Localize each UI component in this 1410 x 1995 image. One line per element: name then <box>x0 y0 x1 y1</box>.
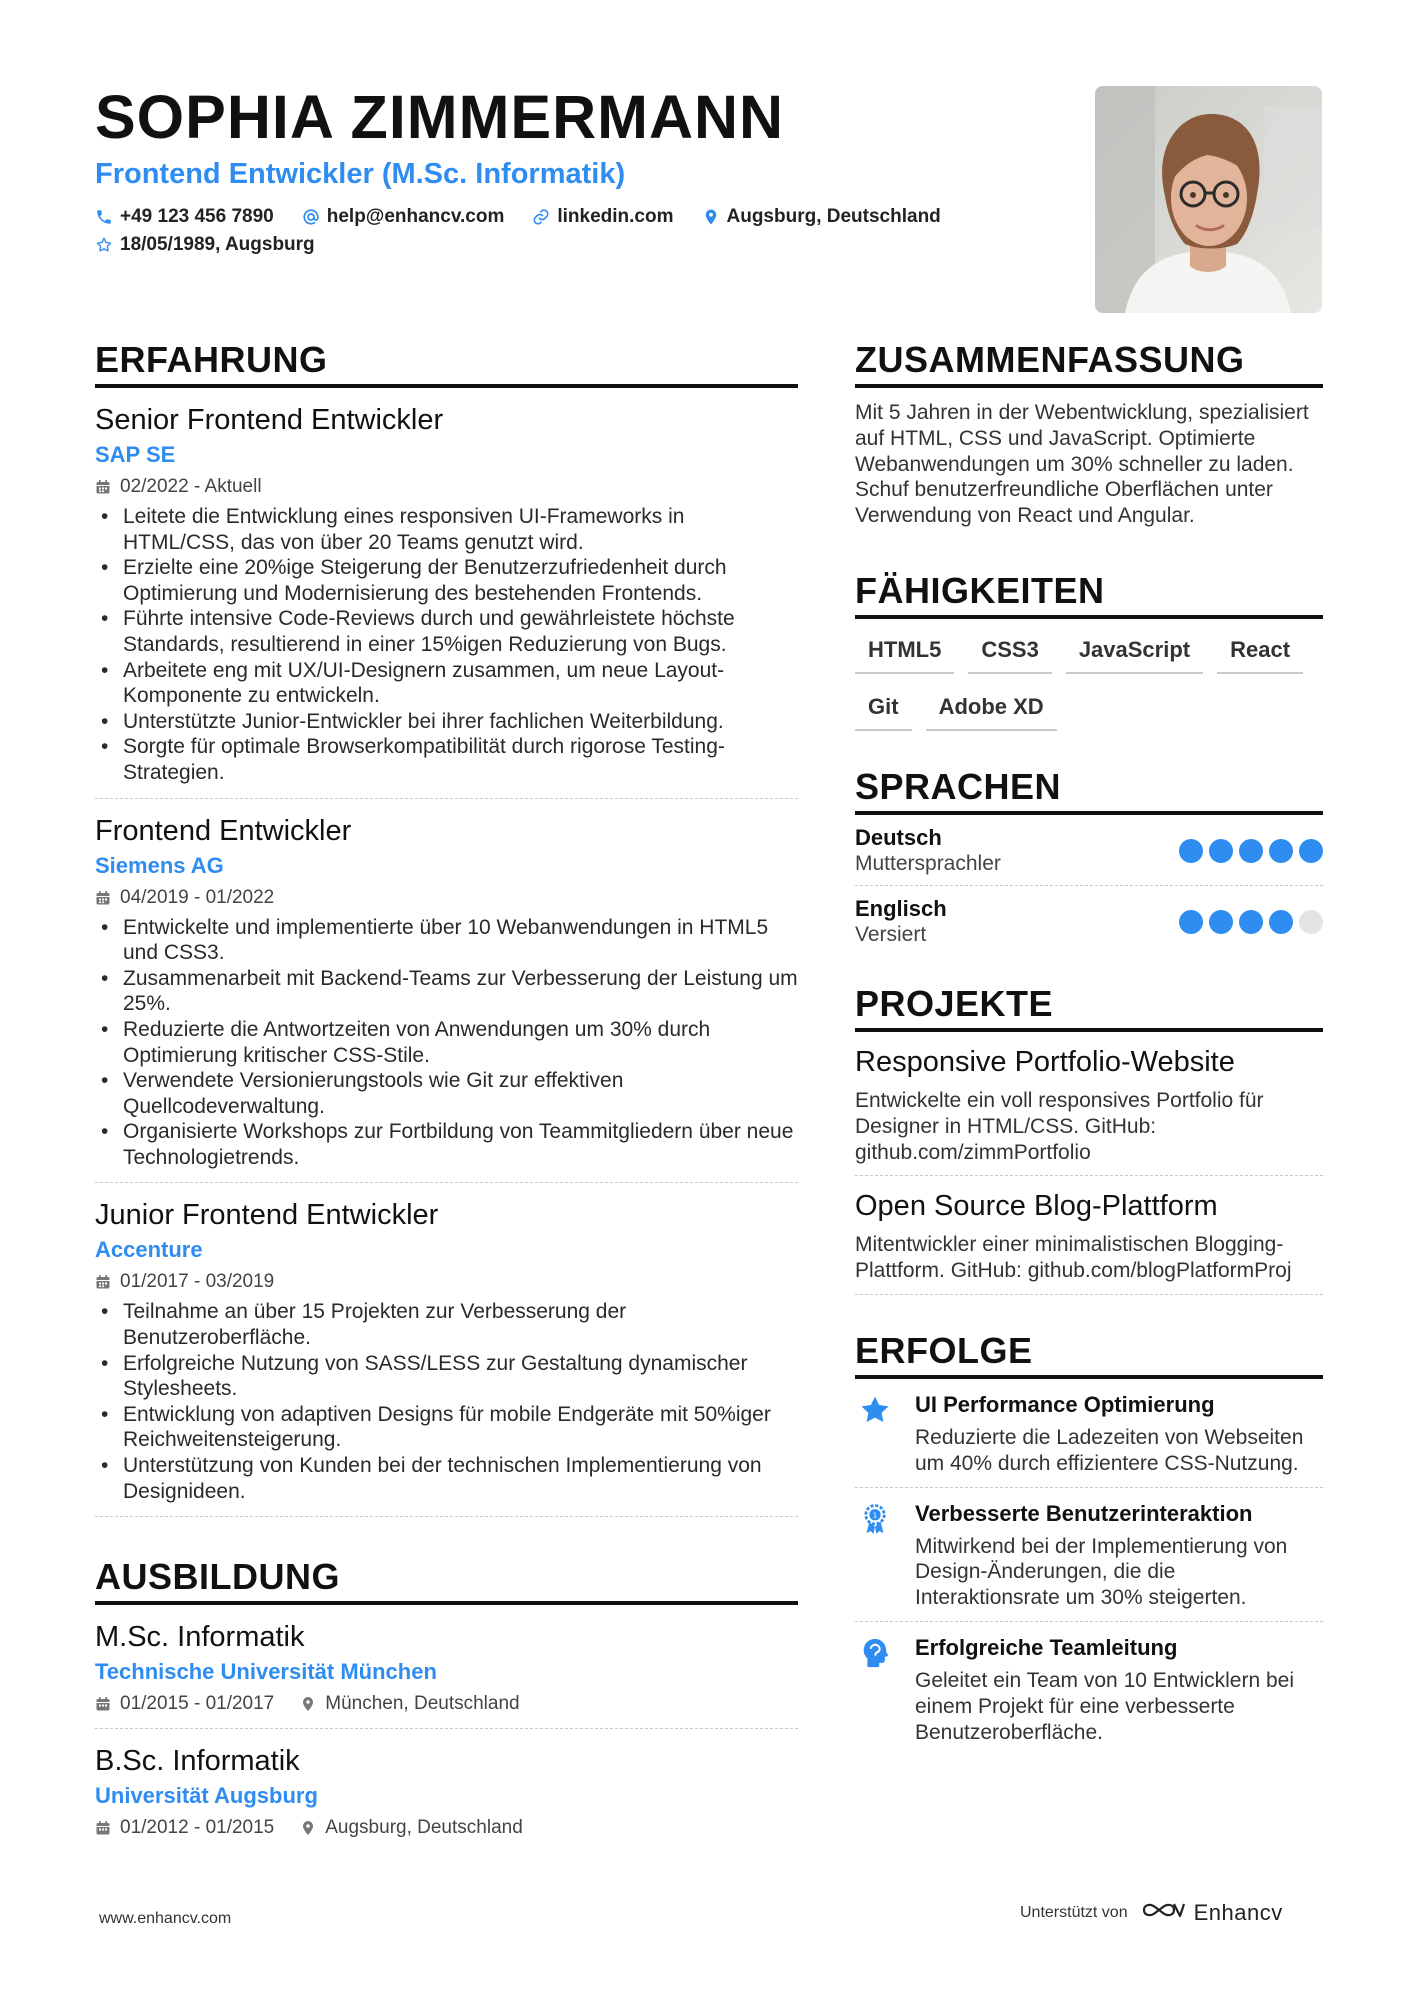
candidate-name: SOPHIA ZIMMERMANN <box>95 83 785 151</box>
experience-company[interactable]: Siemens AG <box>95 852 224 878</box>
rating-dot-filled <box>1269 910 1293 934</box>
link-icon <box>532 208 550 226</box>
achievement-description: Reduzierte die Ladezeiten von Webseiten um 40% durch effizientere CSS-Nutzung. <box>915 1425 1304 1475</box>
achievement-title: UI Performance Optimierung <box>915 1391 1215 1417</box>
education-entry <box>95 1605 798 1729</box>
rating-dot-filled <box>1269 839 1293 863</box>
location-pin-icon <box>300 1696 316 1712</box>
location-pin-icon <box>300 1820 316 1836</box>
experience-role: Junior Frontend Entwickler <box>95 1199 439 1232</box>
bullet-item: • Arbeitete eng mit UX/UI-Designern zusammen, um neue Layout-Komponente zu entwickeln. <box>95 658 798 709</box>
rating-dot-filled <box>1179 839 1203 863</box>
achievement-entry <box>855 1488 1323 1622</box>
contact-info <box>95 206 1045 256</box>
education-entry <box>95 1729 798 1852</box>
location-text: Augsburg, Deutschland <box>325 1817 523 1839</box>
language-rating <box>1179 839 1323 863</box>
experience-role: Senior Frontend Entwickler <box>95 404 444 436</box>
bullet-item: • Unterstützte Junior-Entwickler bei ihrer fachlichen Weiterbildung. <box>95 709 798 735</box>
experience-company[interactable]: Accenture <box>95 1237 203 1263</box>
language-level: Muttersprachler <box>855 851 1001 875</box>
head-brain-icon <box>855 1634 895 1745</box>
footer-brand <box>1020 1898 1283 1927</box>
summary-text: Mit 5 Jahren in der Webentwicklung, spezialisiert auf HTML, CSS und JavaScript. Optimierte Webanwendungen um 30% schneller zu laden. Schuf benutzerfreundliche Oberflächen unter Verwendung von React und Angular. <box>855 401 1309 528</box>
achievement-description: Mitwirkend bei der Implementierung von Design-Änderungen, die die Interaktionsrate um 30% steigerten. <box>915 1534 1288 1610</box>
bullet-item: • Teilnahme an über 15 Projekten zur Verbesserung der Benutzeroberfläche. <box>95 1299 798 1350</box>
profile-photo <box>1095 86 1322 313</box>
dates-text: 02/2022 - Aktuell <box>120 476 262 497</box>
project-entry <box>855 1032 1323 1176</box>
bullet-item: • Zusammenarbeit mit Backend-Teams zur Verbesserung der Leistung um 25%. <box>95 966 798 1017</box>
calendar-icon <box>95 1820 111 1836</box>
brand-name[interactable]: Enhancv <box>1193 1899 1283 1925</box>
bullet-item: • Unterstützung von Kunden bei der technischen Implementierung von Designideen. <box>95 1453 798 1504</box>
education-school[interactable]: Technische Universität München <box>95 1659 437 1685</box>
footer-website[interactable]: www.enhancv.com <box>99 1910 232 1927</box>
rating-dot-filled <box>1239 839 1263 863</box>
experience-dates <box>95 1268 798 1296</box>
star-outline-icon <box>95 236 113 254</box>
powered-by-label: Unterstützt von <box>1020 1903 1128 1921</box>
contact-phone[interactable] <box>95 206 274 228</box>
location-text: München, Deutschland <box>325 1693 520 1715</box>
calendar-icon <box>95 1696 111 1712</box>
bullet-item: • Führte intensive Code-Reviews durch und gewährleistete höchste Standards, resultierend in einer 15%igen Reduzierung von Bugs. <box>95 606 798 657</box>
languages-title: SPRACHEN <box>855 765 1323 815</box>
education-degree: B.Sc. Informatik <box>95 1745 300 1778</box>
bullet-item: • Leitete die Entwicklung eines responsiven UI-Frameworks in HTML/CSS, das von über 20 Teams genutzt wird. <box>95 504 798 555</box>
project-description: Entwickelte ein voll responsives Portfolio für Designer in HTML/CSS. GitHub: github.com/zimmPortfolio <box>855 1088 1264 1164</box>
rating-dot-filled <box>1209 910 1233 934</box>
experience-dates <box>95 473 798 501</box>
candidate-headline: Frontend Entwickler (M.Sc. Informatik) <box>95 158 626 190</box>
education-school[interactable]: Universität Augsburg <box>95 1783 318 1809</box>
achievement-title: Verbesserte Benutzerinteraktion <box>915 1500 1253 1526</box>
dates-text: 01/2012 - 01/2015 <box>120 1817 275 1839</box>
resume-header <box>95 82 1045 256</box>
bullet-item: • Organisierte Workshops zur Fortbildung von Teammitgliedern über neue Technologietrends. <box>95 1119 798 1170</box>
skills-title: FÄHIGKEITEN <box>855 569 1323 619</box>
language-level: Versiert <box>855 922 927 946</box>
contact-linkedin[interactable] <box>532 206 673 228</box>
language-name: Englisch <box>855 895 947 921</box>
education-title: AUSBILDUNG <box>95 1555 798 1605</box>
location-pin-icon <box>702 208 720 226</box>
linkedin-text: linkedin.com <box>557 206 674 227</box>
experience-entry <box>95 1183 798 1517</box>
experience-title: ERFAHRUNG <box>95 338 798 388</box>
skill-tag: JavaScript <box>1066 631 1203 674</box>
language-name: Deutsch <box>855 824 942 850</box>
bullet-item: • Verwendete Versionierungstools wie Git zur effektiven Quellcodeverwaltung. <box>95 1068 798 1119</box>
achievements-title: ERFOLGE <box>855 1329 1323 1379</box>
experience-bullets <box>95 504 798 786</box>
calendar-icon <box>95 479 111 495</box>
right-column <box>855 338 1323 1755</box>
education-meta <box>95 1814 798 1842</box>
bullet-item: • Erzielte eine 20%ige Steigerung der Benutzerzufriedenheit durch Optimierung und Modernisierung des bestehenden Frontends. <box>95 555 798 606</box>
experience-company[interactable]: SAP SE <box>95 442 176 467</box>
contact-location <box>702 206 941 228</box>
contact-email[interactable] <box>302 206 505 228</box>
experience-bullets <box>95 915 798 1171</box>
project-description: Mitentwickler einer minimalistischen Blogging-Plattform. GitHub: github.com/blogPlatformProj <box>855 1233 1292 1283</box>
skill-tag: React <box>1217 631 1303 674</box>
rating-dot-filled <box>1239 910 1263 934</box>
project-entry <box>855 1176 1323 1295</box>
experience-bullets <box>95 1299 798 1504</box>
dates-text: 01/2017 - 03/2019 <box>120 1271 275 1293</box>
at-icon <box>302 208 320 226</box>
rating-dot-empty <box>1299 910 1323 934</box>
language-entry <box>855 815 1323 886</box>
bullet-item: • Reduzierte die Antwortzeiten von Anwendungen um 30% durch Optimierung kritischer CSS-Stile. <box>95 1017 798 1068</box>
calendar-icon <box>95 1274 111 1290</box>
phone-text: +49 123 456 7890 <box>120 206 274 227</box>
location-text: Augsburg, Deutschland <box>726 206 941 227</box>
phone-icon <box>95 208 113 226</box>
education-meta <box>95 1690 798 1718</box>
achievement-entry <box>855 1622 1323 1755</box>
rating-dot-filled <box>1179 910 1203 934</box>
dates-text: 01/2015 - 01/2017 <box>120 1693 275 1715</box>
skill-tag: Git <box>855 688 912 731</box>
projects-title: PROJEKTE <box>855 982 1323 1032</box>
project-title: Responsive Portfolio-Website <box>855 1045 1235 1078</box>
experience-role: Frontend Entwickler <box>95 814 352 847</box>
calendar-icon <box>95 890 111 906</box>
skills-list <box>855 631 1323 731</box>
contact-birth <box>95 234 315 256</box>
education-location <box>300 1690 519 1718</box>
project-title: Open Source Blog-Plattform <box>855 1190 1218 1223</box>
languages-list <box>855 815 1323 956</box>
achievement-entry <box>855 1379 1323 1488</box>
skill-tag: CSS3 <box>968 631 1051 674</box>
birth-text: 18/05/1989, Augsburg <box>120 234 315 255</box>
experience-entry <box>95 388 798 799</box>
award-icon <box>855 1500 895 1611</box>
education-degree: M.Sc. Informatik <box>95 1621 305 1654</box>
left-column <box>95 338 798 1852</box>
bullet-item: • Entwickelte und implementierte über 10 Webanwendungen in HTML5 und CSS3. <box>95 915 798 966</box>
enhancv-logo-icon <box>1140 1898 1186 1927</box>
star-icon <box>855 1391 895 1477</box>
dates-text: 04/2019 - 01/2022 <box>120 886 275 908</box>
skill-tag: HTML5 <box>855 631 954 674</box>
education-location <box>300 1814 523 1842</box>
bullet-item: • Erfolgreiche Nutzung von SASS/LESS zur Gestaltung dynamischer Stylesheets. <box>95 1351 798 1402</box>
bullet-item: • Entwicklung von adaptiven Designs für mobile Endgeräte mit 50%iger Reichweitensteigerung. <box>95 1402 798 1453</box>
language-entry <box>855 886 1323 956</box>
summary-title: ZUSAMMENFASSUNG <box>855 338 1323 388</box>
experience-dates <box>95 884 798 912</box>
language-rating <box>1179 910 1323 934</box>
achievement-title: Erfolgreiche Teamleitung <box>915 1634 1178 1660</box>
portrait-illustration <box>1095 86 1322 313</box>
skill-tag: Adobe XD <box>926 688 1057 731</box>
rating-dot-filled <box>1209 839 1233 863</box>
rating-dot-filled <box>1299 839 1323 863</box>
achievement-description: Geleitet ein Team von 10 Entwicklern bei einem Projekt für eine verbesserte Benutzeroberfläche. <box>915 1668 1294 1744</box>
bullet-item: • Sorgte für optimale Browserkompatibilität durch rigorose Testing-Strategien. <box>95 734 798 785</box>
experience-entry <box>95 799 798 1184</box>
svg-text:1: 1 <box>872 1510 878 1520</box>
email-text: help@enhancv.com <box>326 206 505 227</box>
